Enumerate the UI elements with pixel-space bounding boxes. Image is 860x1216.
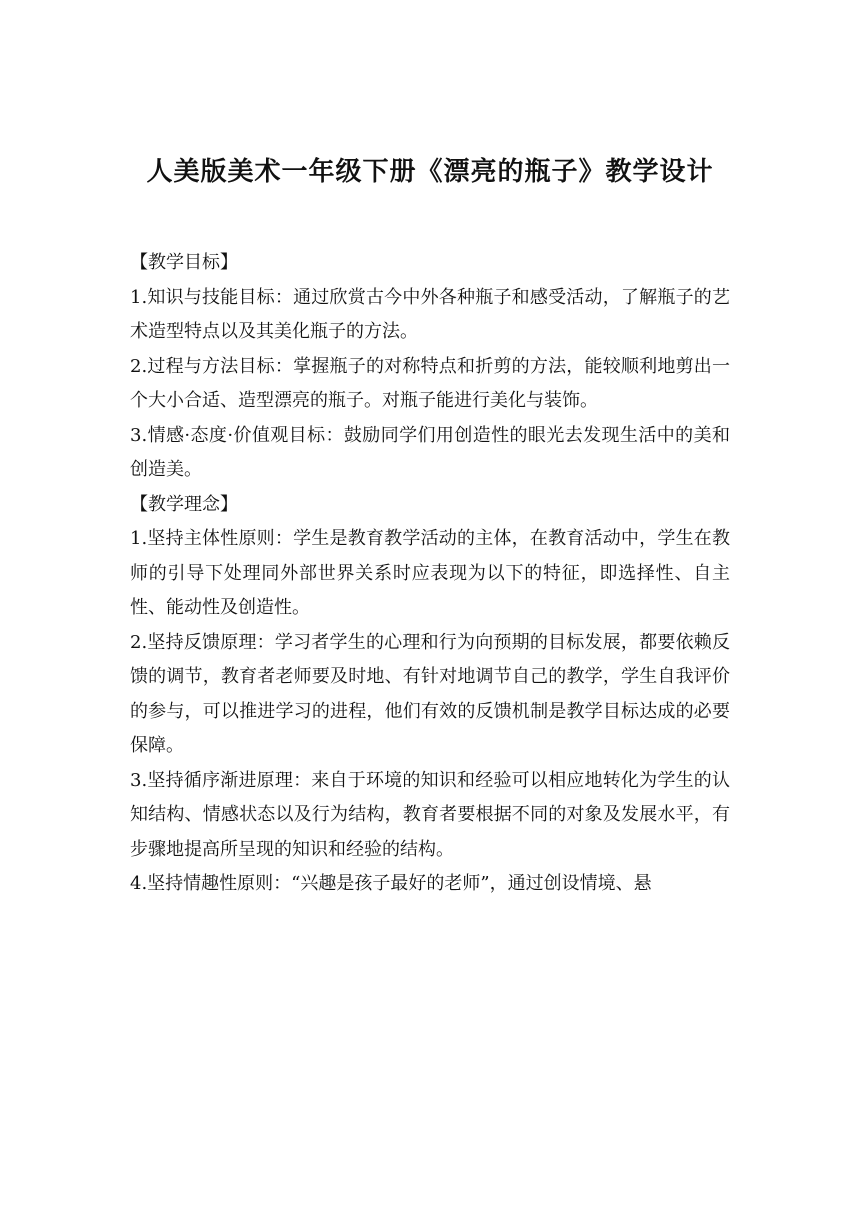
- goal-paragraph-2: 2.过程与方法目标：掌握瓶子的对称特点和折剪的方法，能较顺利地剪出一个大小合适、造型漂亮的瓶子。对瓶子能进行美化与装饰。: [130, 355, 730, 411]
- section-heading-teaching-philosophy: 【教学理念】: [130, 493, 238, 515]
- section-heading-teaching-goals: 【教学目标】: [130, 252, 238, 273]
- philosophy-paragraph-3: 3.坚持循序渐进原理：来自于环境的知识和经验可以相应地转化为学生的认知结构、情感状态以及行为结构，教育者要根据不同的对象及发展水平，有步骤地提高所呈现的知识和经验的结构。: [130, 769, 730, 860]
- philosophy-paragraph-1: 1.坚持主体性原则：学生是教育教学活动的主体，在教育活动中，学生在教师的引导下处理同外部世界关系时应表现为以下的特征，即选择性、自主性、能动性及创造性。: [130, 528, 730, 618]
- goal-paragraph-3: 3.情感·态度·价值观目标：鼓励同学们用创造性的眼光去发现生活中的美和创造美。: [130, 424, 730, 480]
- document-body: [130, 246, 730, 902]
- document-title: 人美版美术一年级下册《漂亮的瓶子》教学设计: [146, 157, 714, 187]
- goal-paragraph-1: 1.知识与技能目标：通过欣赏古今中外各种瓶子和感受活动，了解瓶子的艺术造型特点以及其美化瓶子的方法。: [130, 286, 730, 342]
- philosophy-paragraph-4: 4.坚持情趣性原则：“兴趣是孩子最好的老师”，通过创设情境、悬: [130, 873, 652, 894]
- philosophy-paragraph-2: 2.坚持反馈原理：学习者学生的心理和行为向预期的目标发展，都要依赖反馈的调节，教育者老师要及时地、有针对地调节自己的教学，学生自我评价的参与，可以推进学习的进程，他们有效的反馈机制是教学目标达成的必要保障。: [130, 631, 730, 756]
